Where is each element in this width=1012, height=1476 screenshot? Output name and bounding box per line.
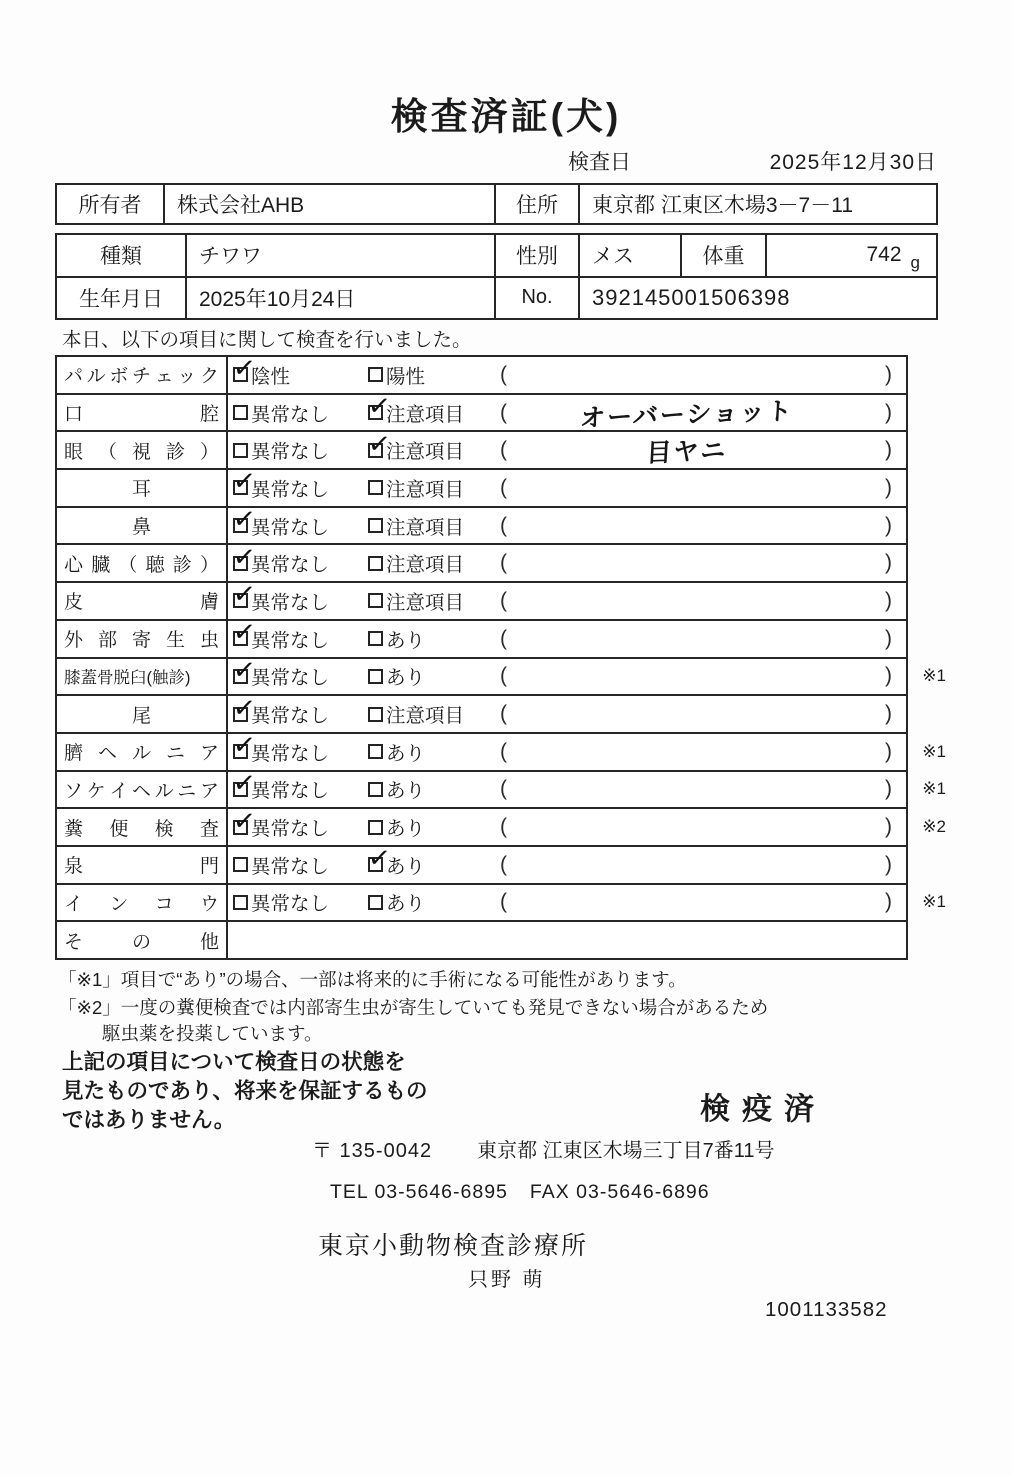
result-option — [231, 804, 330, 841]
option-label: 注意項目 — [386, 478, 465, 501]
birthdate-label: 生年月日 — [57, 278, 187, 319]
item-label — [57, 847, 228, 883]
paren-open: ( — [500, 513, 507, 537]
item-label — [57, 621, 228, 657]
disclaimer-statement — [62, 1048, 428, 1135]
item-label — [57, 395, 228, 431]
item-label — [57, 583, 228, 619]
result-option — [231, 540, 330, 577]
option-label: 注意項目 — [386, 591, 465, 614]
paren-open: ( — [500, 890, 507, 914]
item-label-char: 他 — [199, 931, 219, 953]
item-label-char: 査 — [199, 818, 219, 840]
address-value: 東京都 江東区木場3－7－11 — [592, 194, 853, 217]
checkbox — [368, 782, 383, 797]
item-label-char: ア — [199, 780, 219, 802]
item-label-char: ッ — [177, 366, 197, 388]
checkbox — [366, 389, 393, 423]
paren-open: ( — [500, 777, 507, 801]
item-label-char: 臍 — [64, 743, 84, 765]
result-option — [368, 587, 464, 615]
item-result-area — [228, 885, 946, 921]
option-label: あり — [386, 629, 426, 652]
paren-open: ( — [500, 400, 507, 424]
option-label: 注意項目 — [386, 441, 465, 464]
check-mark-icon: ✓ — [366, 389, 393, 423]
check-mark-icon: ✓ — [231, 465, 258, 498]
item-label-char: ケ — [86, 780, 106, 802]
weight-number: 742 — [866, 243, 902, 267]
option-label: 異常なし — [251, 780, 330, 803]
item-label-char: ア — [199, 743, 219, 765]
check-mark-icon: ✓ — [231, 616, 258, 649]
result-option — [231, 502, 330, 540]
footnote-2: 「※2」一度の糞便検査では内部寄生虫が寄生していても発見できない場合があるため — [58, 997, 769, 1018]
examiner-name: 只野 萌 — [468, 1269, 546, 1291]
checkbox — [366, 842, 393, 875]
check-mark-icon: ✓ — [366, 427, 393, 460]
result-option — [231, 578, 330, 615]
item-label: 耳 — [57, 470, 228, 506]
item-label-char: ニ — [177, 780, 197, 802]
checklist-row — [57, 540, 906, 583]
item-label-char: 口 — [64, 404, 84, 426]
item-label-char: ヘ — [97, 743, 117, 765]
checklist-row — [57, 427, 906, 470]
paren-open: ( — [500, 438, 507, 462]
result-option — [368, 512, 464, 540]
checkbox — [368, 480, 383, 495]
item-label-char: ン — [109, 893, 129, 915]
result-option — [366, 389, 465, 427]
item-label-char: 臓 — [91, 554, 111, 576]
option-label: 異常なし — [251, 705, 330, 728]
paren-open: ( — [500, 739, 507, 763]
option-label: 異常なし — [251, 403, 330, 426]
check-mark-icon: ✓ — [231, 578, 258, 611]
option-label: 異常なし — [251, 554, 330, 577]
sex-label: 性別 — [496, 235, 580, 276]
option-label: あり — [386, 818, 426, 841]
paren-open: ( — [500, 626, 507, 650]
option-label: あり — [386, 667, 426, 690]
item-label-char: ル — [131, 743, 151, 765]
checkbox — [368, 367, 383, 382]
item-result-area — [228, 427, 906, 468]
item-label-char: パ — [64, 366, 84, 388]
item-label-char: ボ — [109, 366, 129, 388]
checklist-row — [57, 766, 946, 810]
option-label: 注意項目 — [386, 705, 465, 728]
item-result-area — [228, 502, 906, 544]
paren-open: ( — [500, 362, 507, 386]
item-label-char: 糞 — [64, 818, 84, 840]
item-label-char: ニ — [165, 743, 185, 765]
option-label: 異常なし — [251, 742, 330, 765]
check-mark-icon: ✓ — [231, 540, 258, 573]
result-option — [366, 842, 426, 879]
handwritten-note: オーバーショット — [579, 396, 795, 433]
paren-close: ) — [885, 551, 892, 575]
paren-open: ( — [500, 852, 507, 876]
paren-close: ) — [885, 815, 892, 839]
item-result-area — [228, 465, 906, 506]
checklist-row — [57, 885, 946, 923]
item-result-area — [228, 691, 906, 732]
item-label-char: 心 — [64, 554, 84, 576]
owner-table — [55, 183, 938, 225]
item-result-area — [228, 540, 906, 581]
owner-label: 所有者 — [57, 185, 165, 223]
option-label: 異常なし — [251, 591, 330, 614]
breed-value: チワワ — [187, 235, 496, 276]
checklist-row — [57, 389, 906, 433]
paren-open: ( — [500, 815, 507, 839]
item-label-char: そ — [64, 931, 84, 953]
check-mark-icon: ✓ — [231, 766, 258, 800]
item-label-char: ル — [154, 780, 174, 802]
item-result-area — [228, 766, 946, 808]
item-label-char: 皮 — [64, 592, 84, 614]
result-option — [231, 653, 330, 690]
option-label: 異常なし — [251, 855, 330, 878]
option-label: 注意項目 — [386, 516, 465, 539]
paren-close: ) — [885, 890, 892, 914]
checkbox — [231, 578, 258, 611]
checklist-row — [57, 502, 906, 546]
option-label: 異常なし — [251, 893, 330, 916]
result-option — [368, 625, 425, 653]
paren-close: ) — [885, 626, 892, 650]
checkbox — [231, 691, 258, 724]
fax-number: FAX 03-5646-6896 — [529, 1181, 710, 1203]
reference-mark: ※1 — [922, 892, 946, 912]
checklist-row — [57, 691, 906, 734]
paren-close: ) — [885, 588, 892, 612]
option-label: 異常なし — [251, 478, 330, 501]
item-label — [57, 545, 228, 581]
item-label-char: ヘ — [131, 780, 151, 802]
result-option — [231, 352, 291, 389]
check-mark-icon: ✓ — [231, 729, 258, 762]
item-result-area — [228, 729, 946, 770]
result-option — [368, 662, 425, 690]
item-label-char: イ — [64, 893, 84, 915]
checkbox — [233, 895, 248, 910]
inspection-date-value: 2025年12月30日 — [769, 151, 937, 174]
checklist-row — [57, 922, 906, 958]
clinic-name: 東京小動物検査診療所 — [318, 1232, 589, 1260]
checklist-row — [57, 352, 906, 395]
item-label — [57, 432, 228, 468]
weight-unit: g — [910, 252, 920, 272]
item-label-char: （ — [118, 554, 138, 576]
item-label-char: 検 — [154, 818, 174, 840]
result-option — [233, 436, 329, 464]
disclaimer-line-2: 見たものであり、将来を保証するもの — [62, 1079, 428, 1103]
paren-close: ) — [885, 702, 892, 726]
checklist-table — [55, 352, 946, 960]
paren-close: ) — [885, 362, 892, 386]
item-label-char: 腔 — [199, 404, 219, 426]
item-label-char: 診 — [172, 554, 192, 576]
item-label-char: 便 — [109, 818, 129, 840]
result-option — [368, 888, 425, 916]
item-label-char: 視 — [131, 441, 151, 463]
checkbox — [368, 820, 383, 835]
item-label-char: イ — [109, 780, 129, 802]
result-option — [368, 775, 425, 803]
check-mark-icon: ✓ — [231, 502, 258, 536]
item-label-char: チ — [131, 366, 151, 388]
item-label-char: 診 — [165, 441, 185, 463]
paren-close: ) — [885, 475, 892, 499]
footnote-1: 「※1」項目で“あり”の場合、一部は将来的に手術になる可能性があります。 — [58, 969, 687, 990]
paren-close: ) — [885, 852, 892, 876]
paren-close: ) — [885, 513, 892, 537]
breed-label: 種類 — [57, 235, 187, 276]
item-label-char: ク — [199, 366, 219, 388]
check-mark-icon: ✓ — [366, 842, 393, 875]
checklist-row — [57, 804, 946, 847]
result-option — [233, 888, 329, 916]
checklist-row — [57, 729, 946, 772]
item-result-area — [228, 653, 946, 695]
item-label: 膝蓋骨脱臼(触診) — [57, 659, 228, 695]
sex-value: メス — [580, 235, 682, 276]
option-label: 異常なし — [251, 818, 330, 841]
item-label — [57, 922, 228, 958]
result-option — [231, 465, 330, 502]
checkbox — [231, 540, 258, 573]
result-option — [233, 851, 329, 879]
checkbox — [368, 631, 383, 646]
reference-mark: ※1 — [922, 666, 946, 686]
item-label-char: 外 — [64, 630, 84, 652]
intro-text: 本日、以下の項目に関して検査を行いました。 — [62, 329, 472, 351]
paren-open: ( — [500, 475, 507, 499]
inspection-date-label: 検査日 — [568, 151, 631, 174]
paren-close: ) — [885, 739, 892, 763]
option-label: 陰性 — [251, 365, 291, 388]
option-label: 注意項目 — [386, 554, 465, 577]
pet-row-2 — [57, 278, 936, 319]
checklist-row — [57, 465, 906, 508]
item-result-area — [228, 804, 946, 845]
item-label-char: 生 — [165, 630, 185, 652]
item-label-char: の — [131, 931, 151, 953]
paren-open: ( — [500, 551, 507, 575]
paren-close: ) — [885, 438, 892, 462]
paren-open: ( — [500, 664, 507, 688]
checkbox — [368, 593, 383, 608]
checkbox — [233, 405, 248, 420]
option-label: 異常なし — [251, 629, 330, 652]
checkbox — [231, 616, 258, 649]
item-label-char: ソ — [64, 780, 84, 802]
check-mark-icon: ✓ — [231, 691, 258, 724]
item-label: 鼻 — [57, 508, 228, 544]
option-label: あり — [386, 893, 426, 916]
paren-close: ) — [885, 664, 892, 688]
clinic-address: 東京都 江東区木場三丁目7番11号 — [477, 1140, 775, 1162]
telephone-number: TEL 03-5646-6895 — [330, 1181, 508, 1203]
checkbox — [368, 895, 383, 910]
option-label: 異常なし — [251, 667, 330, 690]
weight-value — [767, 235, 936, 276]
checkbox — [231, 804, 258, 837]
result-option — [368, 738, 425, 766]
checklist-row — [57, 653, 946, 697]
footnote-2-continued: 駆虫薬を投薬しています。 — [102, 1023, 323, 1044]
clinic-address-line — [312, 1134, 775, 1163]
item-label-char: コ — [154, 893, 174, 915]
option-label: 異常なし — [251, 441, 330, 464]
item-label — [57, 734, 228, 770]
reference-mark: ※2 — [922, 817, 946, 837]
result-option — [231, 766, 330, 803]
contact-line — [330, 1181, 710, 1204]
item-label-char: 部 — [97, 630, 117, 652]
result-option — [233, 399, 329, 427]
result-option — [368, 700, 464, 728]
address-label: 住所 — [496, 185, 580, 223]
pet-row-1 — [57, 235, 936, 278]
item-label-char: ） — [199, 554, 219, 576]
option-label: あり — [386, 780, 426, 803]
weight-label: 体重 — [682, 235, 767, 276]
item-label — [57, 885, 228, 921]
checkbox — [368, 669, 383, 684]
checkbox — [231, 502, 258, 536]
checkbox — [368, 518, 383, 533]
result-option — [368, 361, 425, 389]
result-option — [231, 616, 330, 653]
reference-mark: ※1 — [922, 779, 946, 799]
checkbox — [231, 766, 258, 800]
check-mark-icon: ✓ — [231, 352, 258, 385]
checklist-row — [57, 578, 906, 621]
owner-value: 株式会社AHB — [165, 185, 496, 223]
result-option — [231, 729, 330, 766]
item-label-char: 門 — [199, 856, 219, 878]
item-result-area — [228, 389, 906, 433]
item-result-area — [228, 842, 906, 883]
item-label — [57, 809, 228, 845]
item-label — [57, 772, 228, 808]
birthdate-value: 2025年10月24日 — [187, 278, 496, 319]
item-label-char: ） — [199, 441, 219, 463]
page-title: 検査済証(犬) — [390, 96, 622, 137]
pet-info-table — [55, 233, 938, 320]
number-value: 392145001506398 — [592, 284, 791, 310]
checkbox — [231, 729, 258, 762]
check-mark-icon: ✓ — [231, 653, 258, 686]
item-label-char: ェ — [154, 366, 174, 388]
item-label-char: 虫 — [199, 630, 219, 652]
item-label-char: ウ — [199, 893, 219, 915]
item-label-char: 眼 — [64, 441, 84, 463]
checkbox — [368, 707, 383, 722]
item-label-char: 泉 — [64, 856, 84, 878]
checkbox — [233, 857, 248, 872]
item-label-char: 寄 — [131, 630, 151, 652]
paren-close: ) — [885, 777, 892, 801]
result-option — [231, 691, 330, 728]
number-label: No. — [496, 278, 580, 319]
check-mark-icon: ✓ — [231, 804, 258, 837]
result-option — [368, 474, 464, 502]
checklist-row — [57, 616, 906, 659]
item-label: 尾 — [57, 696, 228, 732]
checkbox — [366, 427, 393, 460]
paren-open: ( — [500, 588, 507, 612]
item-result-area — [228, 616, 906, 657]
disclaimer-line-3: ではありません。 — [62, 1108, 236, 1132]
checkbox — [368, 556, 383, 571]
result-option — [366, 427, 465, 464]
item-label-char: 膚 — [199, 592, 219, 614]
checkbox — [231, 465, 258, 498]
quarantine-stamp: 検疫済 — [700, 1093, 826, 1126]
checkbox — [231, 653, 258, 686]
document-number: 1001133582 — [765, 1298, 888, 1321]
disclaimer-line-1: 上記の項目について検査日の状態を — [62, 1050, 406, 1074]
item-label-char: （ — [97, 441, 117, 463]
postal-code: 〒 135-0042 — [312, 1140, 433, 1162]
checkbox — [368, 744, 383, 759]
handwritten-note: 目ヤニ — [645, 436, 729, 468]
option-label: あり — [386, 742, 426, 765]
result-option — [368, 549, 464, 577]
item-result-area — [228, 578, 906, 619]
checklist-row — [57, 842, 906, 885]
checkbox — [233, 443, 248, 458]
item-label-char: 聴 — [145, 554, 165, 576]
item-result-area — [228, 352, 906, 393]
item-label — [57, 357, 228, 393]
item-label-char: ル — [86, 366, 106, 388]
item-result-area — [228, 922, 906, 958]
reference-mark: ※1 — [922, 741, 946, 761]
checkbox — [231, 352, 258, 385]
paren-close: ) — [885, 400, 892, 424]
option-label: 異常なし — [251, 516, 330, 539]
paren-open: ( — [500, 702, 507, 726]
result-option — [368, 813, 425, 841]
option-label: 陽性 — [386, 365, 426, 388]
option-label: あり — [386, 855, 426, 878]
option-label: 注意項目 — [386, 403, 465, 426]
